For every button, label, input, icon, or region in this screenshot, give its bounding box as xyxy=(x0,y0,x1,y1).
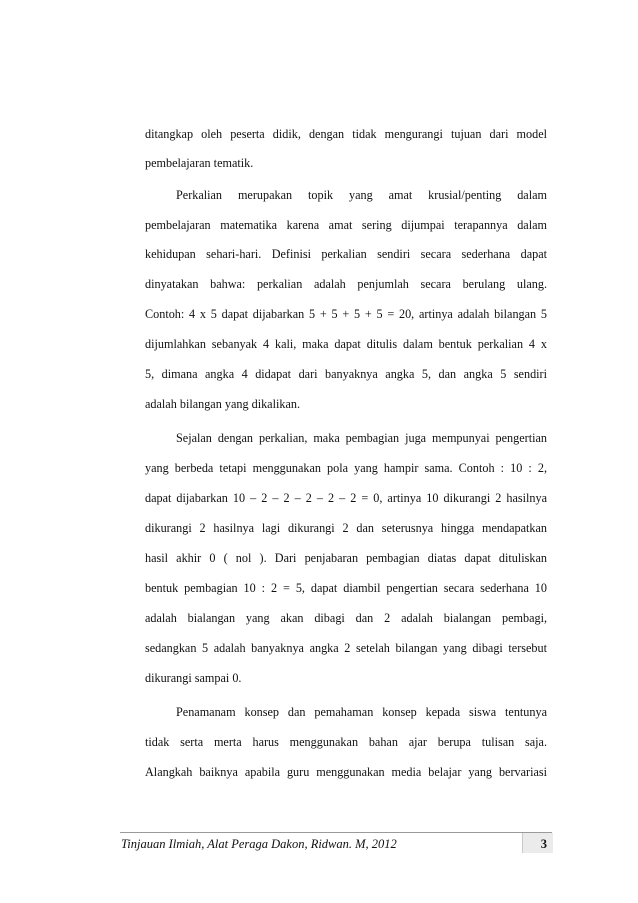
text-line: sedangkan 5 adalah banyaknya angka 2 setelah bilangan yang dibagi tersebut xyxy=(145,641,547,655)
text-line: Contoh: 4 x 5 dapat dijabarkan 5 + 5 + 5 + 5 = 20, artinya adalah bilangan 5 xyxy=(145,307,547,321)
text-line: tidak serta merta harus menggunakan bahan ajar berupa tulisan saja. xyxy=(145,735,547,749)
text-line: bentuk pembagian 10 : 2 = 5, dapat diambil pengertian secara sederhana 10 xyxy=(145,581,547,595)
text-line: yang berbeda tetapi menggunakan pola yang hampir sama. Contoh : 10 : 2, xyxy=(145,461,547,475)
text-line: dapat dijabarkan 10 – 2 – 2 – 2 – 2 – 2 = 0, artinya 10 dikurangi 2 hasilnya xyxy=(145,491,547,505)
footer-divider xyxy=(120,832,552,833)
text-line: hasil akhir 0 ( nol ). Dari penjabaran pembagian diatas dapat dituliskan xyxy=(145,551,547,565)
text-line: Sejalan dengan perkalian, maka pembagian juga mempunyai pengertian xyxy=(176,431,547,445)
text-line: Penamanam konsep dan pemahaman konsep kepada siswa tentunya xyxy=(176,705,547,719)
page-number: 3 xyxy=(540,837,547,851)
text-line: kehidupan sehari-hari. Definisi perkalian sendiri secara sederhana dapat xyxy=(145,247,547,261)
text-line: ditangkap oleh peserta didik, dengan tidak mengurangi tujuan dari model xyxy=(145,127,547,141)
text-line: Perkalian merupakan topik yang amat krusial/penting dalam xyxy=(176,188,547,202)
text-line: adalah bialangan yang akan dibagi dan 2 adalah bialangan pembagi, xyxy=(145,611,547,625)
text-line: pembelajaran tematik. xyxy=(145,156,254,170)
text-line: dinyatakan bahwa: perkalian adalah penjumlah secara berulang ulang. xyxy=(145,277,547,291)
footer-citation: Tinjauan Ilmiah, Alat Peraga Dakon, Ridwan. M, 2012 xyxy=(121,837,397,851)
text-line: dikurangi sampai 0. xyxy=(145,671,242,685)
text-line: Alangkah baiknya apabila guru menggunakan media belajar yang bervariasi xyxy=(145,765,547,779)
page-number-box xyxy=(522,833,553,853)
text-line: pembelajaran matematika karena amat sering dijumpai terapannya dalam xyxy=(145,218,547,232)
text-line: dikurangi 2 hasilnya lagi dikurangi 2 dan seterusnya hingga mendapatkan xyxy=(145,521,547,535)
text-line: 5, dimana angka 4 didapat dari banyaknya angka 5, dan angka 5 sendiri xyxy=(145,367,547,381)
text-line: dijumlahkan sebanyak 4 kali, maka dapat ditulis dalam bentuk perkalian 4 x xyxy=(145,337,547,351)
text-line: adalah bilangan yang dikalikan. xyxy=(145,397,300,411)
